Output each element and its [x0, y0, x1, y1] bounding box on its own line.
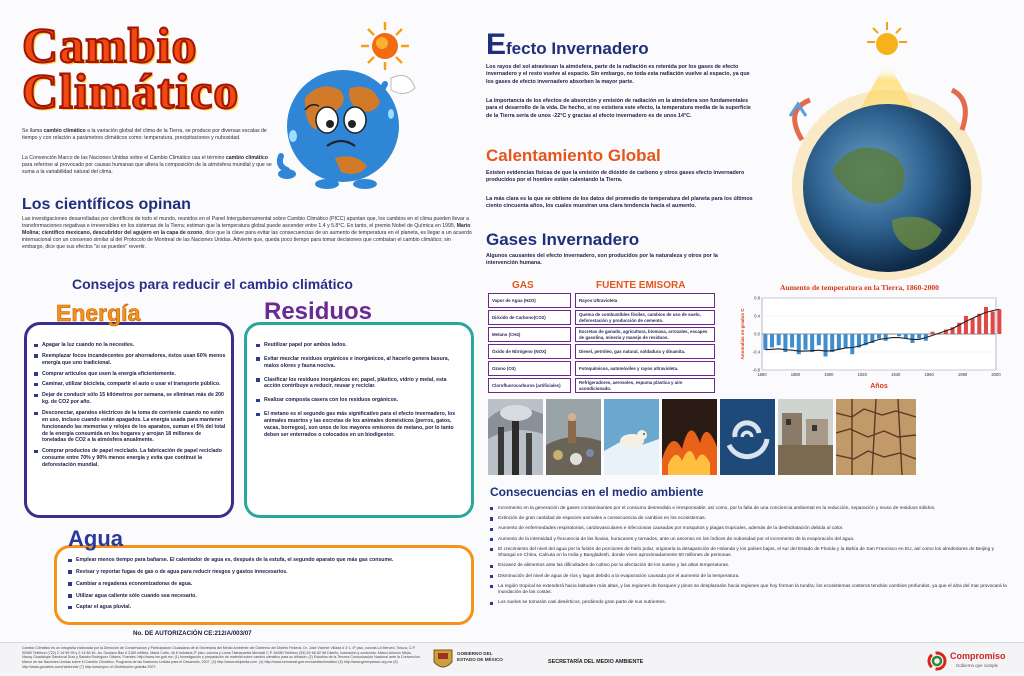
chart-bar [991, 312, 995, 335]
waste-tips-list [256, 342, 464, 443]
list-item: Revisar y reportar fugas de gas o de agua para reducir riesgos y gastos innecesarios. [68, 569, 464, 576]
list-item: Los suelos se tornarán casi desérticos, perdiendo gran parte de sus nutrientes. [490, 600, 1010, 606]
list-item: Caminar, utilizar bicicleta, compartir el auto o usar el transporte público. [34, 381, 226, 388]
chart-bar [930, 332, 934, 334]
flood-photo [778, 399, 833, 475]
x-tick-label: 1960 [924, 372, 934, 377]
x-tick-label: 1920 [857, 372, 867, 377]
sun-icon [361, 22, 409, 70]
warming-paragraph-1: Existen evidencias físicas de que la emisión de dióxido de carbono y otros gases efecto invernadero producidos por el hombre están calentando la Tierra. [486, 170, 745, 184]
list-item: Comprar artículos que usen la energía eficientemente. [34, 371, 226, 378]
gas-cell: Dióxido de Carbono(CO2) [488, 310, 571, 325]
warming-heading: Calentamiento Global [486, 146, 661, 165]
warming-paragraph-2: La más clara es la que se obtiene de los datos del promedio de temperatura del planeta para los últimos ciento cincuenta años, los cuales muestran una clara tendencia hacia el aumento. [486, 196, 753, 210]
list-item: Captar el agua pluvial. [68, 604, 464, 611]
x-tick-label: 1880 [790, 372, 801, 377]
list-item: Incremento en la generación de gases contaminantes por el consumo desmedido e irresponsable; así como, por la falta de una conciencia ambiental en la reducción, separación y reuso de residuos sólidos. [490, 506, 1010, 512]
chart-bar [964, 316, 968, 334]
list-item: Clasificar los residuos inorgánicos en; papel, plástico, vidrio y metal, esta acción contribuye a reducir, reusar y reciclar. [256, 377, 464, 391]
page-title [22, 17, 240, 119]
y-tick-label: -0.8 [752, 367, 760, 373]
brand-name: Compromiso [950, 651, 1006, 661]
energy-title: Energía [56, 300, 141, 326]
greenhouse-earth-illustration [762, 20, 1012, 282]
chart-bar [823, 334, 827, 357]
trash-pile-photo [546, 399, 601, 475]
tips-heading: Consejos para reducir el cambio climático [72, 276, 353, 292]
chart-bar [817, 334, 821, 345]
chart-bar [890, 334, 894, 335]
chart-bar [910, 334, 914, 343]
list-item: Utilizar agua caliente sólo cuando sea necesario. [68, 593, 464, 600]
chart-bar [770, 334, 774, 348]
hurricane-photo [720, 399, 775, 475]
list-item: Dejar de conducir sólo 15 kilómetros por semana, se eliminan más de 200 kg. de CO2 por año. [34, 392, 226, 406]
title-line-1: Cambio [22, 17, 198, 73]
chart-bar [763, 334, 767, 350]
greenhouse-paragraph-1: Los rayos del sol atraviesan la atmósfera, parte de la radiación es retenida por los gases de efecto invernadero y el resto vuelve al espacio. Sin embargo, no toda esta radiación vuelve al espacio, ya que los gases de efecto invernadero absorben la mayor parte. [486, 64, 750, 85]
list-item: Reutilizar papel por ambos lados. [256, 342, 464, 349]
list-item: Desconectar, aparatos eléctricos de la toma de corriente cuando no estén en uso, incluso cuando están apagados. La energía usada para mantener funcionando las memorias y relojes de los aparatos, suman el 5% del total de la energía consumida en los hogares y arrojan 18 millones de toneladas de CO2 a la atmósfera anualmente. [34, 410, 226, 444]
greenhouse-heading: Efecto Invernadero [486, 28, 649, 61]
x-tick-label: 1860 [757, 372, 767, 377]
energy-tips-list [34, 342, 226, 473]
gas-cell: Ozono (O3) [488, 361, 571, 376]
chart-bar [997, 309, 1001, 334]
intro-paragraph-2: La Convención Marco de las Naciones Unidas sobre el Cambio Climático usa el término cambio climático para referirse al provocado por causas humanas que altera la composición de la atmósfera mundial y que se suma a la variabilidad natural del clima. [22, 155, 272, 176]
smokestacks-photo [488, 399, 543, 475]
list-item: La región tropical se extenderá hacia latitudes más altas, y las regiones de bosques y pinos se desplazarán hacia regiones que hoy forman la tundra; los ecosistemas costeros tendrán cambios profundos, ya que el alza del mar provocará la inundación de las costas. [490, 584, 1010, 596]
state-seal-icon [432, 646, 454, 672]
source-cell: Diesel, petróleo, gas natural, soldadura y dinamita. [575, 344, 715, 359]
chart-bar [790, 334, 794, 348]
chart-bar [777, 334, 781, 345]
chart-bar [844, 334, 848, 348]
x-tick-label: 2000 [991, 372, 1001, 377]
source-cell: Rayos Ultravioleta [575, 293, 715, 308]
gas-column-header: GAS [512, 280, 534, 291]
y-tick-label: -0.4 [752, 349, 760, 355]
temperature-chart [738, 292, 1002, 392]
list-item: Comprar productos de papel reciclado. La fabricación de papel reciclado consume entre 70% y 90% menos energía y evita que continué la deforestación mundial. [34, 448, 226, 469]
list-item: Escasez de alimentos ante las dificultades de cultivo por la afectación de los suelos y las altas temperaturas. [490, 563, 1010, 569]
list-item: Disminución del nivel de agua de ríos y lagos debido a la evaporación causada por el aumento de la temperatura. [490, 574, 1010, 580]
greenhouse-paragraph-2: La importancia de los efectos de absorción y emisión de radiación en la atmósfera son fundamentales para el desarrollo de la vida. De hecho, si no existiera este efecto, la temperatura media de la superficie de la Tierra sería de unos -22°C y gracias al efecto invernadero es de unos 14°C. [486, 98, 751, 119]
list-item: Realizar composta casera con los residuos orgánicos. [256, 397, 464, 404]
wildfire-photo [662, 399, 717, 475]
chart-bar [884, 334, 888, 341]
gas-cell: Metano (CH4) [488, 327, 571, 342]
list-item: El crecimiento del nivel del agua por la fusión de porciones de hielo polar, originaría la desaparición de Holanda y los países bajos, el sur del Estado de Florida y la Bahía de San Francisco en EU, así como los alrededores de Beijing y Shangai en China, Calcuta en la India y Bangladesh, donde viven aproximadamente 60 millones de personas. [490, 547, 1010, 559]
title-line-2: Climático [22, 63, 240, 119]
chart-bar [810, 334, 814, 352]
footer-credits: Cambio Climático es un infografía elaborada por la Dirección de Conservación y Participación Ciudadana de la Secretaría del Medio Ambiente del Gobierno del Distrito Federal, Dr. José Vicente Villada # 3·1, 4º piso, colonia La Merced, Toluca, C.P. 50080 Teléfono (722) 2·14·99·99 y 2·14·84·61. Av. Gustavo Baz # 2160 edificio, Maria Cuffo, 4# 8 Industria 2º piso, colonia y Loma Tlalnepantla Mexicali C.P. 54080 Teléfono (55) 53·66·82·98 Diseño, ilustración y contenido: Marco Antonio Mejía, Nancy Guadalupe Sandoval Díaz y Sandra Rodríguez Olivera. Fuentes: http://www.ine.gob.mx; (1) Investigación y preparación de material sobre cambio climático para su difusión; (2) Estudios de la Tercera Comunicación Nacional ante la Convención Marco de las Naciones Unidas sobre el Cambio Climático. Programa de las Naciones Unidas para el Desarrollo, 2007. (3) http://www.wikipedia.com. (4) http://www.semarnat.gob.mx/cambioclimatico/ (5) http://www.greenpeace.org.mx (6) http://www.geocities.com/rainforest/ (7) http://www.ipcc.ch Distribución gratuita 2007. [22, 646, 420, 669]
chart-bar [877, 334, 881, 339]
chart-bar [917, 334, 921, 339]
waste-title: Residuos [264, 298, 373, 325]
gas-cell: Vapor de Agua (H2O) [488, 293, 571, 308]
gas-cell: Clorofluorocarburos (artificiales) [488, 378, 571, 393]
chart-bar [984, 307, 988, 334]
list-item: Evitar mezclar residuos orgánicos e inorgánicos, al hacerlo genera basura, malos olores y fauna nociva. [256, 356, 464, 370]
consequences-list [490, 506, 1010, 611]
chart-bar [977, 314, 981, 334]
secretaria-label: SECRETARÍA DEL MEDIO AMBIENTE [548, 659, 644, 665]
x-axis-label: Años [870, 383, 888, 390]
chart-bar [837, 334, 841, 350]
list-item: Reemplazar focos incandecentes por ahorradores, éstos usan 60% menos energía que uno tradicional. [34, 353, 226, 367]
sweating-earth-illustration [265, 18, 425, 193]
list-item: Emplear menos tiempo para bañarse. El calentador de agua es, después de la estufa, el segundo aparato que más gas consume. [68, 557, 464, 564]
cracked-earth-photo [836, 399, 916, 475]
scientists-paragraph: Las investigaciones desarrolladas por científicos de todo el mundo, reunidos en el Panel Intergubernamental sobre Cambio Climático (PICC) apuntan que, los cambios en el clima pueden llevar a transformaciones negativas e irreversibles en los sistemas de la Tierra; estiman que la temperatura global puede ascender entre 1.4 y 5.8°C. En tanto, el premio Nobel de Química en 1995, Mario Molina; científico mexicano, descubridor del agujero en la capa de ozono, dice que la clave para evitar las consecuencias de un aumento de temperatura en el planeta, es llegar a un acuerdo internacional con un consenso similar al del Protocolo de Montreal de las Naciones Unidas. Advierte que, queda poco tiempo para tomar decisiones que combatan el cambio climático; sin embargo, dice que sus efectos "si se pueden" revertir. [22, 216, 472, 251]
x-tick-label: 1940 [891, 372, 901, 377]
water-title: Agua [68, 526, 123, 551]
y-tick-label: 0.0 [754, 331, 760, 337]
list-item: Apagar la luz cuando no la necesites. [34, 342, 226, 349]
earth-character-icon [278, 70, 415, 189]
gases-heading: Gases Invernadero [486, 230, 640, 249]
government-label: GOBIERNO DEL ESTADO DE MÉXICO [457, 651, 503, 662]
gas-cell: Óxido de Nitrógeno (NOX) [488, 344, 571, 359]
chart-bar [830, 334, 834, 352]
y-tick-label: 0.8 [754, 295, 760, 301]
y-axis-label: Anomalías en grados C [740, 308, 745, 360]
water-tips-list [68, 557, 464, 615]
source-cell: Quema de combustibles fósiles, cambios de uso de suelo, deforestación y producción de cemento. [575, 310, 715, 325]
chart-bar [897, 334, 901, 336]
source-cell: Excretas de ganado, agricultura, biomasa, arrozales, escapes de gasolina, minería y manejo de residuos. [575, 327, 715, 342]
chart-bar [850, 334, 854, 354]
list-item: Cambiar a regaderas economizadoras de agua. [68, 581, 464, 588]
x-tick-label: 1980 [957, 372, 968, 377]
gases-intro: Algunos causantes del efecto invernadero, son producidos por la naturaleza y otros por la intervención humana. [486, 253, 718, 267]
source-cell: Fotoquímicos, automóviles y rayos ultravioleta. [575, 361, 715, 376]
chart-bar [971, 318, 975, 334]
source-cell: Refrigeradores, aerosoles, espuma plástica y aire acondicionado. [575, 378, 715, 393]
scientists-heading: Los científicos opinan [22, 196, 191, 213]
chart-title: Aumento de temperatura en la Tierra, 1860-2000 [780, 283, 939, 292]
list-item: Extinción de gran cantidad de especies animales a consecuencia de cambios en los ecosistemas. [490, 516, 1010, 522]
list-item: Aumento de la intensidad y frecuencia de las lluvias, huracanes y tornados, ante un ascenso en los índices de nubosidad por el incremento de la evaporación del agua. [490, 537, 1010, 543]
list-item: El metano es el segundo gas más significativo para el efecto invernadero, los animales muertos y las excretas de los animales domésticos (perros, gatos, vacas, borregos), son unos de los mayores emisores de metano, por lo tanto deben ser enterrados o colocados en un biodigestor. [256, 411, 464, 438]
polar-bear-photo [604, 399, 659, 475]
intro-paragraph-1: Se llama cambio climático a la variación global del clima de la Tierra, se produce por diversas escalas de tiempo y con relación a parámetros climáticos como: temperatura, precipitaciones y nubosidad. [22, 128, 267, 142]
brand-tagline: Gobierno que cumple [956, 663, 998, 668]
list-item: Aumento de enfermedades respiratorias, cardiovasculares e infecciosas causadas por mosquitos y plagas tropicales, además de la deshidratación debida al calor. [490, 526, 1010, 532]
authorization-number: No. DE AUTORIZACIÓN CE:212/A/003/07 [133, 630, 252, 637]
compromiso-logo-icon [926, 650, 948, 672]
chart-bar [803, 334, 807, 350]
source-column-header: FUENTE EMISORA [596, 280, 686, 291]
sun-icon [867, 22, 907, 55]
x-tick-label: 1900 [824, 372, 834, 377]
y-tick-label: 0.4 [754, 313, 760, 319]
consequences-heading: Consecuencias en el medio ambiente [490, 485, 704, 499]
